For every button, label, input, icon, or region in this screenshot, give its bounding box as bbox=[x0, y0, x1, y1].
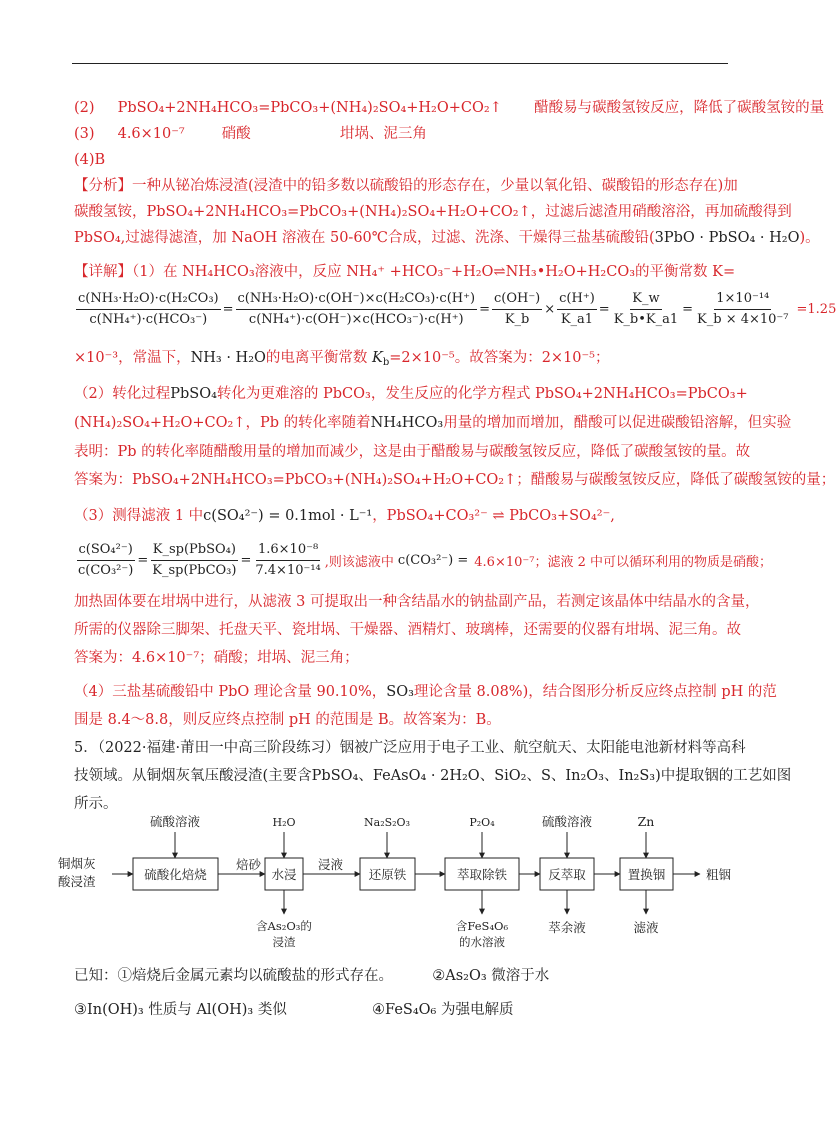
denominator: c(CO₃²⁻) bbox=[78, 563, 134, 578]
text: ×10⁻³，常温下， bbox=[74, 350, 191, 366]
input-label: 硫酸溶液 bbox=[541, 814, 593, 829]
text: )中提取铟的工艺如图 bbox=[655, 768, 792, 784]
item-label: (2) bbox=[74, 100, 95, 116]
output-label: 含As₂O₃的 bbox=[256, 919, 312, 933]
output-label: 的水溶液 bbox=[459, 935, 505, 949]
fraction bbox=[76, 291, 221, 328]
fraction bbox=[612, 291, 680, 328]
text: )。 bbox=[799, 230, 820, 246]
denominator: 7.4×10⁻¹⁴ bbox=[255, 563, 321, 578]
result: =1.25 bbox=[796, 302, 836, 317]
numerator: K_w bbox=[630, 291, 661, 310]
p3-line-5: 答案为：4.6×10⁻⁷；硝酸；坩埚、泥三角； bbox=[74, 650, 359, 666]
item-label: (3) bbox=[74, 126, 95, 142]
formula: PbSO₄、FeAsO₄ · 2H₂O、SiO₂、S、In₂O₃、In₂S₃ bbox=[311, 768, 656, 784]
known-line-2 bbox=[74, 1000, 513, 1020]
reason: 醋酸易与碳酸氢铵反应，降低了碳酸氢铵的量 bbox=[534, 100, 825, 116]
header-rule bbox=[72, 63, 728, 64]
numerator: c(SO₄²⁻) bbox=[77, 542, 135, 561]
numerator: 1×10⁻¹⁴ bbox=[714, 291, 771, 310]
answer-line-4: (4)B bbox=[74, 152, 106, 168]
p3-line-3: 加热固体要在坩埚中进行，从滤液 3 可提取出一种含结晶水的钠盐副产品，若测定该晶体中结晶水的含量， bbox=[74, 594, 760, 610]
p4-line-1 bbox=[74, 682, 777, 702]
text: ②As₂O₃ 微溶于水 bbox=[432, 968, 550, 984]
arrow-label: 焙砂 bbox=[236, 857, 262, 872]
numerator: 1.6×10⁻⁸ bbox=[256, 542, 320, 561]
text: 已知：①焙烧后金属元素均以硫酸盐的形式存在。 bbox=[74, 968, 393, 984]
denominator: K_sp(PbCO₃) bbox=[152, 563, 237, 578]
denominator: K_a1 bbox=[560, 312, 594, 327]
text: ,则该滤液中 bbox=[324, 555, 394, 570]
p3-line-1 bbox=[74, 506, 615, 526]
text: 转化为更难溶的 PbCO₃，发生反应的化学方程式 PbSO₄+2NH₄HCO₃=PbCO₃+ bbox=[216, 386, 748, 402]
denominator: K_b bbox=[504, 312, 530, 327]
equilibrium-equation: $\frac{\text{c(NH₃·H₂O)·c(H₂CO₃)}}{\text{c(NH₄⁺)·c(HCO₃⁻)}}$ = $\frac{\text{c(NH₃·H₂O)·c(OH⁻)×c(H₂CO₃)·c(H⁺)}}{\text{c(NH₄⁺)·c(OH⁻)×c(HCO₃⁻)·c(H⁺)}}$ = $\frac{c(OH^-)}{K\_b}$ × $\frac{c(H^+)}{K\_a1}$ = $\frac{K\_w}{K\_b•K\_a1}$ = $\frac{\text{1×10⁻¹⁴}}{\text{K\_b × 4×10⁻⁷}}$ =1.25 bbox=[78, 291, 836, 327]
value: 坩埚、泥三角 bbox=[339, 126, 427, 142]
detail-line-1: 【详解】（1）在 NH₄HCO₃溶液中，反应 NH₄⁺ +HCO₃⁻+H₂O⇌NH₃•H₂O+H₂CO₃的平衡常数 K= bbox=[74, 264, 736, 280]
input-label: H₂O bbox=[272, 816, 296, 829]
question-5-line-3: 所示。 bbox=[74, 796, 118, 812]
formula: c(CO₃²⁻) = bbox=[397, 553, 469, 568]
fraction bbox=[150, 542, 238, 579]
analysis-line-2: 碳酸氢铵，PbSO₄+2NH₄HCO₃=PbCO₃+(NH₄)₂SO₄+H₂O+CO₂↑，过滤后滤渣用硝酸溶浴，再加硫酸得到 bbox=[74, 204, 792, 220]
question-5-line-1: 5．（2022·福建·莆田一中高三阶段练习）铟被广泛应用于电子工业、航空航天、太阳能电池新材料等高科 bbox=[74, 740, 746, 756]
svg-text:酸浸渣: 酸浸渣 bbox=[58, 874, 96, 889]
p2-line-4: 答案为：PbSO₄+2NH₄HCO₃=PbCO₃+(NH₄)₂SO₄+H₂O+CO₂↑；醋酸易与碳酸氢铵反应，降低了碳酸氢铵的量； bbox=[74, 472, 836, 488]
text: ，PbSO₄+CO₃²⁻ ⇌ PbCO₃+SO₄²⁻, bbox=[372, 508, 615, 524]
value: 硝酸 bbox=[221, 126, 251, 142]
text: PbSO₄,过滤得滤渣，加 NaOH 溶液在 50-60℃合成，过滤、洗涤、干燥得三盐基硫酸铅( bbox=[74, 230, 655, 246]
fraction bbox=[253, 542, 322, 579]
equation: PbSO₄+2NH₄HCO₃=PbCO₃+(NH₄)₂SO₄+H₂O+CO₂↑ bbox=[117, 100, 502, 116]
subscript: b bbox=[382, 357, 390, 368]
numerator: c(H⁺) bbox=[557, 291, 597, 310]
text: （4）三盐基硫酸铅中 PbO 理论含量 90.10%， bbox=[74, 684, 387, 700]
numerator: c(NH₃·H₂O)·c(OH⁻)×c(H₂CO₃)·c(H⁺) bbox=[236, 291, 478, 310]
numerator: c(OH⁻) bbox=[492, 291, 542, 310]
input-label: Zn bbox=[637, 814, 655, 829]
p2-line-2 bbox=[74, 413, 791, 433]
text: 4.6×10⁻⁷；滤液 2 中可以循环利用的物质是硝酸； bbox=[474, 555, 772, 570]
step-label: 反萃取 bbox=[548, 867, 586, 882]
numerator: K_sp(PbSO₄) bbox=[151, 542, 238, 561]
step-label: 还原铁 bbox=[368, 867, 407, 882]
text: （2）转化过程 bbox=[74, 386, 171, 402]
input-label: 硫酸溶液 bbox=[149, 814, 201, 829]
output-label: 滤液 bbox=[633, 920, 659, 935]
answer-line-3 bbox=[74, 124, 427, 144]
answer-line-2 bbox=[74, 98, 824, 118]
fraction bbox=[492, 291, 542, 328]
output-label: 浸渣 bbox=[272, 935, 296, 949]
denominator: K_b•K_a1 bbox=[613, 312, 679, 327]
detail-line-2 bbox=[74, 348, 610, 368]
fraction bbox=[695, 291, 790, 328]
text: (NH₄)₂SO₄+H₂O+CO₂↑，Pb 的转化率随着 bbox=[74, 415, 371, 431]
end-label: 粗铟 bbox=[706, 867, 732, 882]
denominator: c(NH₄⁺)·c(HCO₃⁻) bbox=[89, 312, 208, 327]
input-label: Na₂S₂O₃ bbox=[364, 816, 410, 829]
ksp-equation: $\frac{\text{c(SO₄²⁻)}}{\text{c(CO₃²⁻)}}$ = $\frac{\text{K\_sp(PbSO₄)}}{\text{K\_sp(PbCO₃)}}$ = $\frac{\text{1.6×10⁻⁸}}{\text{7.4×10⁻¹⁴}}$ ,则该滤液中 c(CO₃²⁻) = 4.6×10⁻⁷；滤液 2 中可以循环利用的物质是硝酸； bbox=[78, 542, 772, 578]
formula: SO₃ bbox=[386, 684, 414, 700]
analysis-line-3 bbox=[74, 228, 820, 248]
denominator: K_b × 4×10⁻⁷ bbox=[697, 312, 789, 327]
step-label: 萃取除铁 bbox=[456, 867, 508, 882]
p3-line-4: 所需的仪器除三脚架、托盘天平、瓷坩埚、干燥器、酒精灯、玻璃棒，还需要的仪器有坩埚、泥三角。故 bbox=[74, 622, 741, 638]
output-label: 含FeS₄O₆ bbox=[455, 919, 509, 933]
process-flowchart bbox=[60, 810, 750, 960]
text: （3）测得滤液 1 中 bbox=[74, 508, 204, 524]
formula: NH₃ · H₂O bbox=[190, 350, 266, 366]
known-line-1 bbox=[74, 966, 549, 986]
text: 理论含量 8.08%)，结合图形分析反应终点控制 pH 的范 bbox=[413, 684, 777, 700]
p4-line-2: 围是 8.4～8.8，则反应终点控制 pH 的范围是 B。故答案为：B。 bbox=[74, 712, 501, 728]
p2-line-3: 表明：Pb 的转化率随醋酸用量的增加而减少，这是由于醋酸易与碳酸氢铵反应，降低了碳酸氢铵的量。故 bbox=[74, 444, 751, 460]
input-label: P₂O₄ bbox=[469, 816, 495, 829]
fraction bbox=[557, 291, 597, 328]
question-5-line-2 bbox=[74, 766, 791, 786]
fraction bbox=[236, 291, 478, 328]
denominator: c(NH₄⁺)·c(OH⁻)×c(HCO₃⁻)·c(H⁺) bbox=[248, 312, 464, 327]
text: =2×10⁻⁵。故答案为：2×10⁻⁵； bbox=[389, 350, 610, 366]
output-label: 萃余液 bbox=[548, 920, 586, 935]
text: ③In(OH)₃ 性质与 Al(OH)₃ 类似 bbox=[74, 1002, 287, 1018]
formula: PbSO₄ bbox=[170, 386, 217, 402]
step-label: 置换铟 bbox=[627, 867, 666, 882]
formula: c(SO₄²⁻) = 0.1mol · L⁻¹ bbox=[203, 508, 373, 524]
fraction bbox=[76, 542, 135, 579]
p2-line-1 bbox=[74, 384, 748, 404]
formula: 3PbO · PbSO₄ · H₂O bbox=[654, 230, 800, 246]
value: 4.6×10⁻⁷ bbox=[117, 126, 185, 142]
text: 技领域。从铜烟灰氧压酸浸渣(主要含 bbox=[74, 768, 312, 784]
step-label: 水浸 bbox=[271, 867, 297, 882]
text: 的电离平衡常数 bbox=[265, 350, 368, 366]
symbol: K bbox=[372, 350, 383, 366]
text: 用量的增加而增加，醋酸可以促进碳酸铅溶解，但实验 bbox=[443, 415, 792, 431]
svg-text:铜烟灰: 铜烟灰 bbox=[58, 856, 96, 871]
step-label: 硫酸化焙烧 bbox=[144, 867, 207, 882]
text: ④FeS₄O₆ 为强电解质 bbox=[372, 1002, 514, 1018]
formula: NH₄HCO₃ bbox=[370, 415, 444, 431]
analysis-line-1: 【分析】一种从铋冶炼浸渣(浸渣中的铅多数以硫酸铅的形态存在，少量以氧化铅、碳酸铅的形态存在)加 bbox=[74, 178, 738, 194]
arrow-label: 浸液 bbox=[318, 857, 344, 872]
numerator: c(NH₃·H₂O)·c(H₂CO₃) bbox=[76, 291, 221, 310]
